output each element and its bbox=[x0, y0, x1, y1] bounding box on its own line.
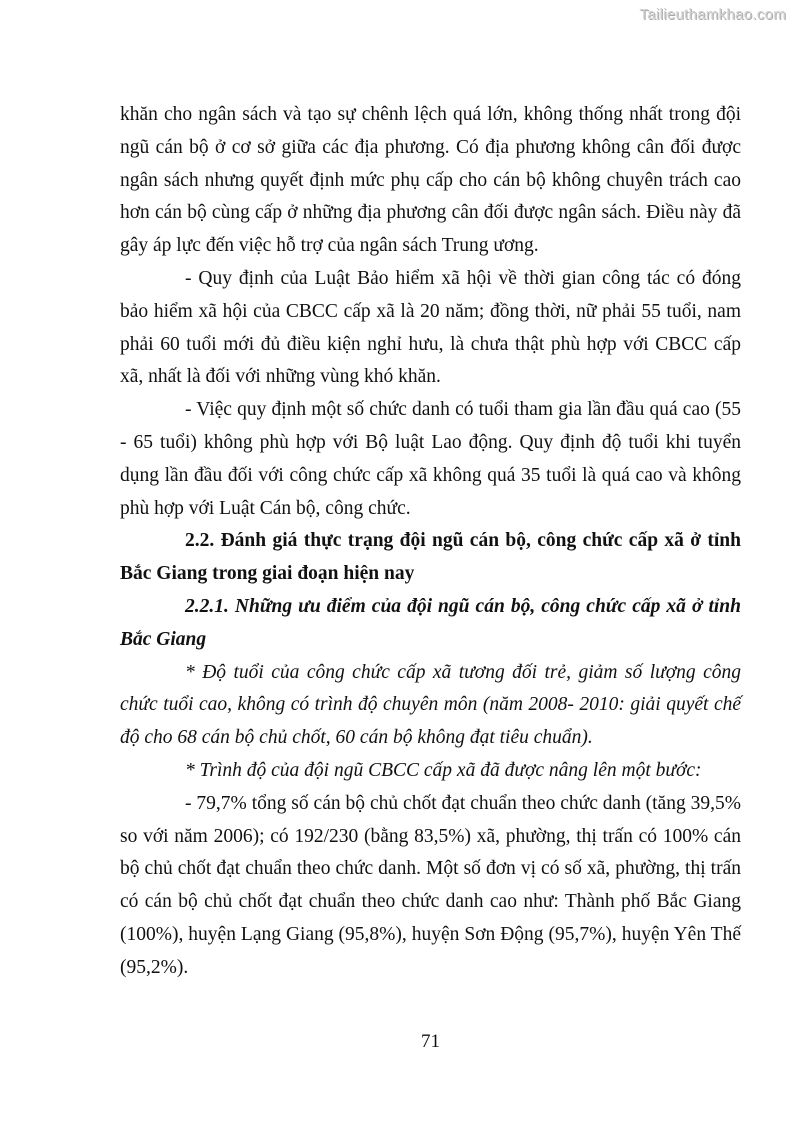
watermark-text: Tailieuthamkhao.com bbox=[639, 6, 786, 23]
paragraph-social-insurance-law: - Quy định của Luật Bảo hiểm xã hội về thời gian công tác có đóng bảo hiểm xã hội của CBCC cấp xã là 20 năm; đồng thời, nữ phải 55 tuổi, nam phải 60 tuổi mới đủ điều kiện nghỉ hưu, là chưa thật phù hợp với CBCC cấp xã, nhất là đối với những vùng khó khăn. bbox=[120, 267, 741, 388]
page-number: 71 bbox=[421, 1031, 440, 1052]
paragraph-standard-statistics: - 79,7% tổng số cán bộ chủ chốt đạt chuẩn theo chức danh (tăng 39,5% so với năm 2006); có 192/230 (bằng 83,5%) xã, phường, thị trấn có 100% cán bộ chủ chốt đạt chuẩn theo chức danh. Một số đơn vị có số xã, phường, thị trấn có cán bộ chủ chốt đạt chuẩn theo chức danh cao như: Thành phố Bắc Giang (100%), huyện Lạng Giang (95,8%), huyện Sơn Động (95,7%), huyện Yên Thế (95,2%). bbox=[120, 792, 741, 978]
section-heading-2-2: 2.2. Đánh giá thực trạng đội ngũ cán bộ, công chức cấp xã ở tỉnh Bắc Giang trong giai đoạn hiện nay bbox=[120, 530, 741, 585]
document-body bbox=[120, 99, 741, 985]
paragraph-age-regulation: - Việc quy định một số chức danh có tuổi tham gia lần đầu quá cao (55 - 65 tuổi) không phù hợp với Bộ luật Lao động. Quy định độ tuổi khi tuyển dụng lần đầu đối với công chức cấp xã không quá 35 tuổi là quá cao và không phù hợp với Luật Cán bộ, công chức. bbox=[120, 399, 741, 519]
paragraph-age-advantage: * Độ tuổi của công chức cấp xã tương đối trẻ, giảm số lượng công chức tuổi cao, không có trình độ chuyên môn (năm 2008- 2010: giải quyết chế độ cho 68 cán bộ chủ chốt, 60 cán bộ không đạt tiêu chuẩn). bbox=[120, 661, 741, 749]
paragraph-qualification-lead: * Trình độ của đội ngũ CBCC cấp xã đã được nâng lên một bước: bbox=[185, 759, 702, 781]
subsection-heading-2-2-1: 2.2.1. Những ưu điểm của đội ngũ cán bộ, công chức cấp xã ở tỉnh Bắc Giang bbox=[120, 595, 741, 650]
paragraph-budget-disparity: khăn cho ngân sách và tạo sự chênh lệch quá lớn, không thống nhất trong đội ngũ cán bộ ở cơ sở giữa các địa phương. Có địa phương không cân đối được ngân sách nhưng quyết định mức phụ cấp cho cán bộ không chuyên trách cao hơn cán bộ cùng cấp ở những địa phương cân đối được ngân sách. Điều này đã gây áp lực đến việc hỗ trợ của ngân sách Trung ương. bbox=[120, 104, 741, 257]
